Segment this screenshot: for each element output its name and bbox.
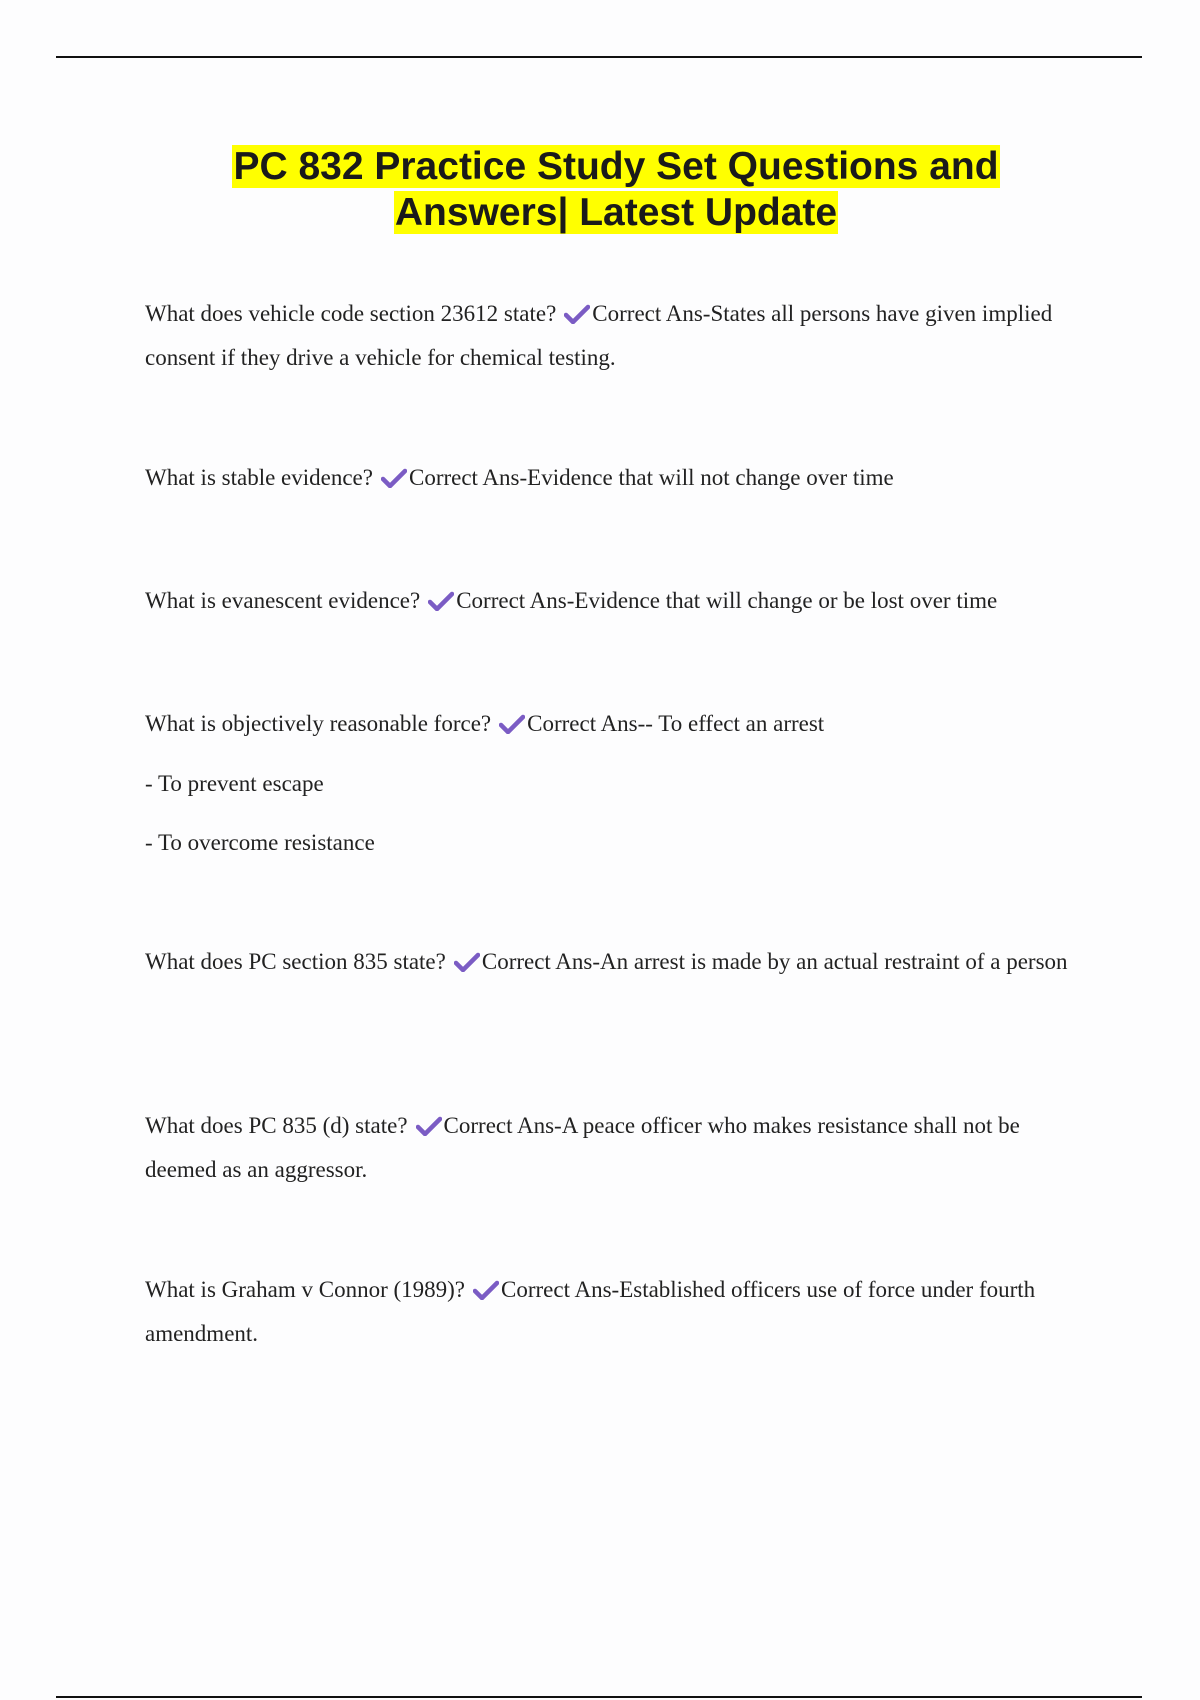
question-text: What does vehicle code section 23612 state? <box>145 301 557 326</box>
qa-item <box>145 292 1090 380</box>
page-title <box>0 144 1200 236</box>
answer-text: A peace officer who makes resistance shall not be deemed as an aggressor. <box>145 1113 1020 1182</box>
answer-text: An arrest is made by an actual restraint of a person <box>600 949 1068 974</box>
checkmark-icon <box>428 591 454 611</box>
answer-prefix: Correct Ans- <box>456 588 575 613</box>
question-text: What is evanescent evidence? <box>145 588 421 613</box>
checkmark-icon <box>454 952 480 972</box>
title-line-1: PC 832 Practice Study Set Questions and <box>233 145 999 188</box>
question-text: What does PC section 835 state? <box>145 949 446 974</box>
answer-text: States all persons have given implied consent if they drive a vehicle for chemical testing. <box>145 301 1053 370</box>
qa-item <box>145 579 1090 623</box>
question-text: What is objectively reasonable force? <box>145 711 492 736</box>
answer-prefix: Correct Ans- <box>527 711 646 736</box>
title-line-2: Answers| Latest Update <box>394 191 838 234</box>
footer-rule <box>56 1696 1142 1698</box>
checkmark-icon <box>416 1116 442 1136</box>
answer-prefix: Correct Ans- <box>443 1113 562 1138</box>
qa-item <box>145 1268 1090 1356</box>
qa-item <box>145 702 1090 746</box>
answer-text: Evidence that will change or be lost over time <box>574 588 998 613</box>
question-text: What is stable evidence? <box>145 465 373 490</box>
question-text: What does PC 835 (d) state? <box>145 1113 408 1138</box>
header-rule <box>56 56 1142 58</box>
answer-prefix: Correct Ans- <box>501 1277 620 1302</box>
answer-bullet: - To overcome resistance <box>145 830 375 855</box>
checkmark-icon <box>564 304 590 324</box>
qa-item <box>145 940 1090 984</box>
checkmark-icon <box>473 1280 499 1300</box>
answer-prefix: Correct Ans- <box>592 301 711 326</box>
qa-item <box>145 456 1090 500</box>
qa-item <box>145 1104 1090 1192</box>
checkmark-icon <box>499 714 525 734</box>
question-text: What is Graham v Connor (1989)? <box>145 1277 466 1302</box>
answer-prefix: Correct Ans- <box>408 465 528 490</box>
answer-bullet: - To prevent escape <box>145 771 324 796</box>
answer-prefix: Correct Ans- <box>481 949 601 974</box>
answer-text: Evidence that will not change over time <box>527 465 894 490</box>
answer-text: - To effect an arrest <box>645 711 825 736</box>
answer-text: Established officers use of force under fourth amendment. <box>145 1277 1036 1346</box>
checkmark-icon <box>381 468 407 488</box>
